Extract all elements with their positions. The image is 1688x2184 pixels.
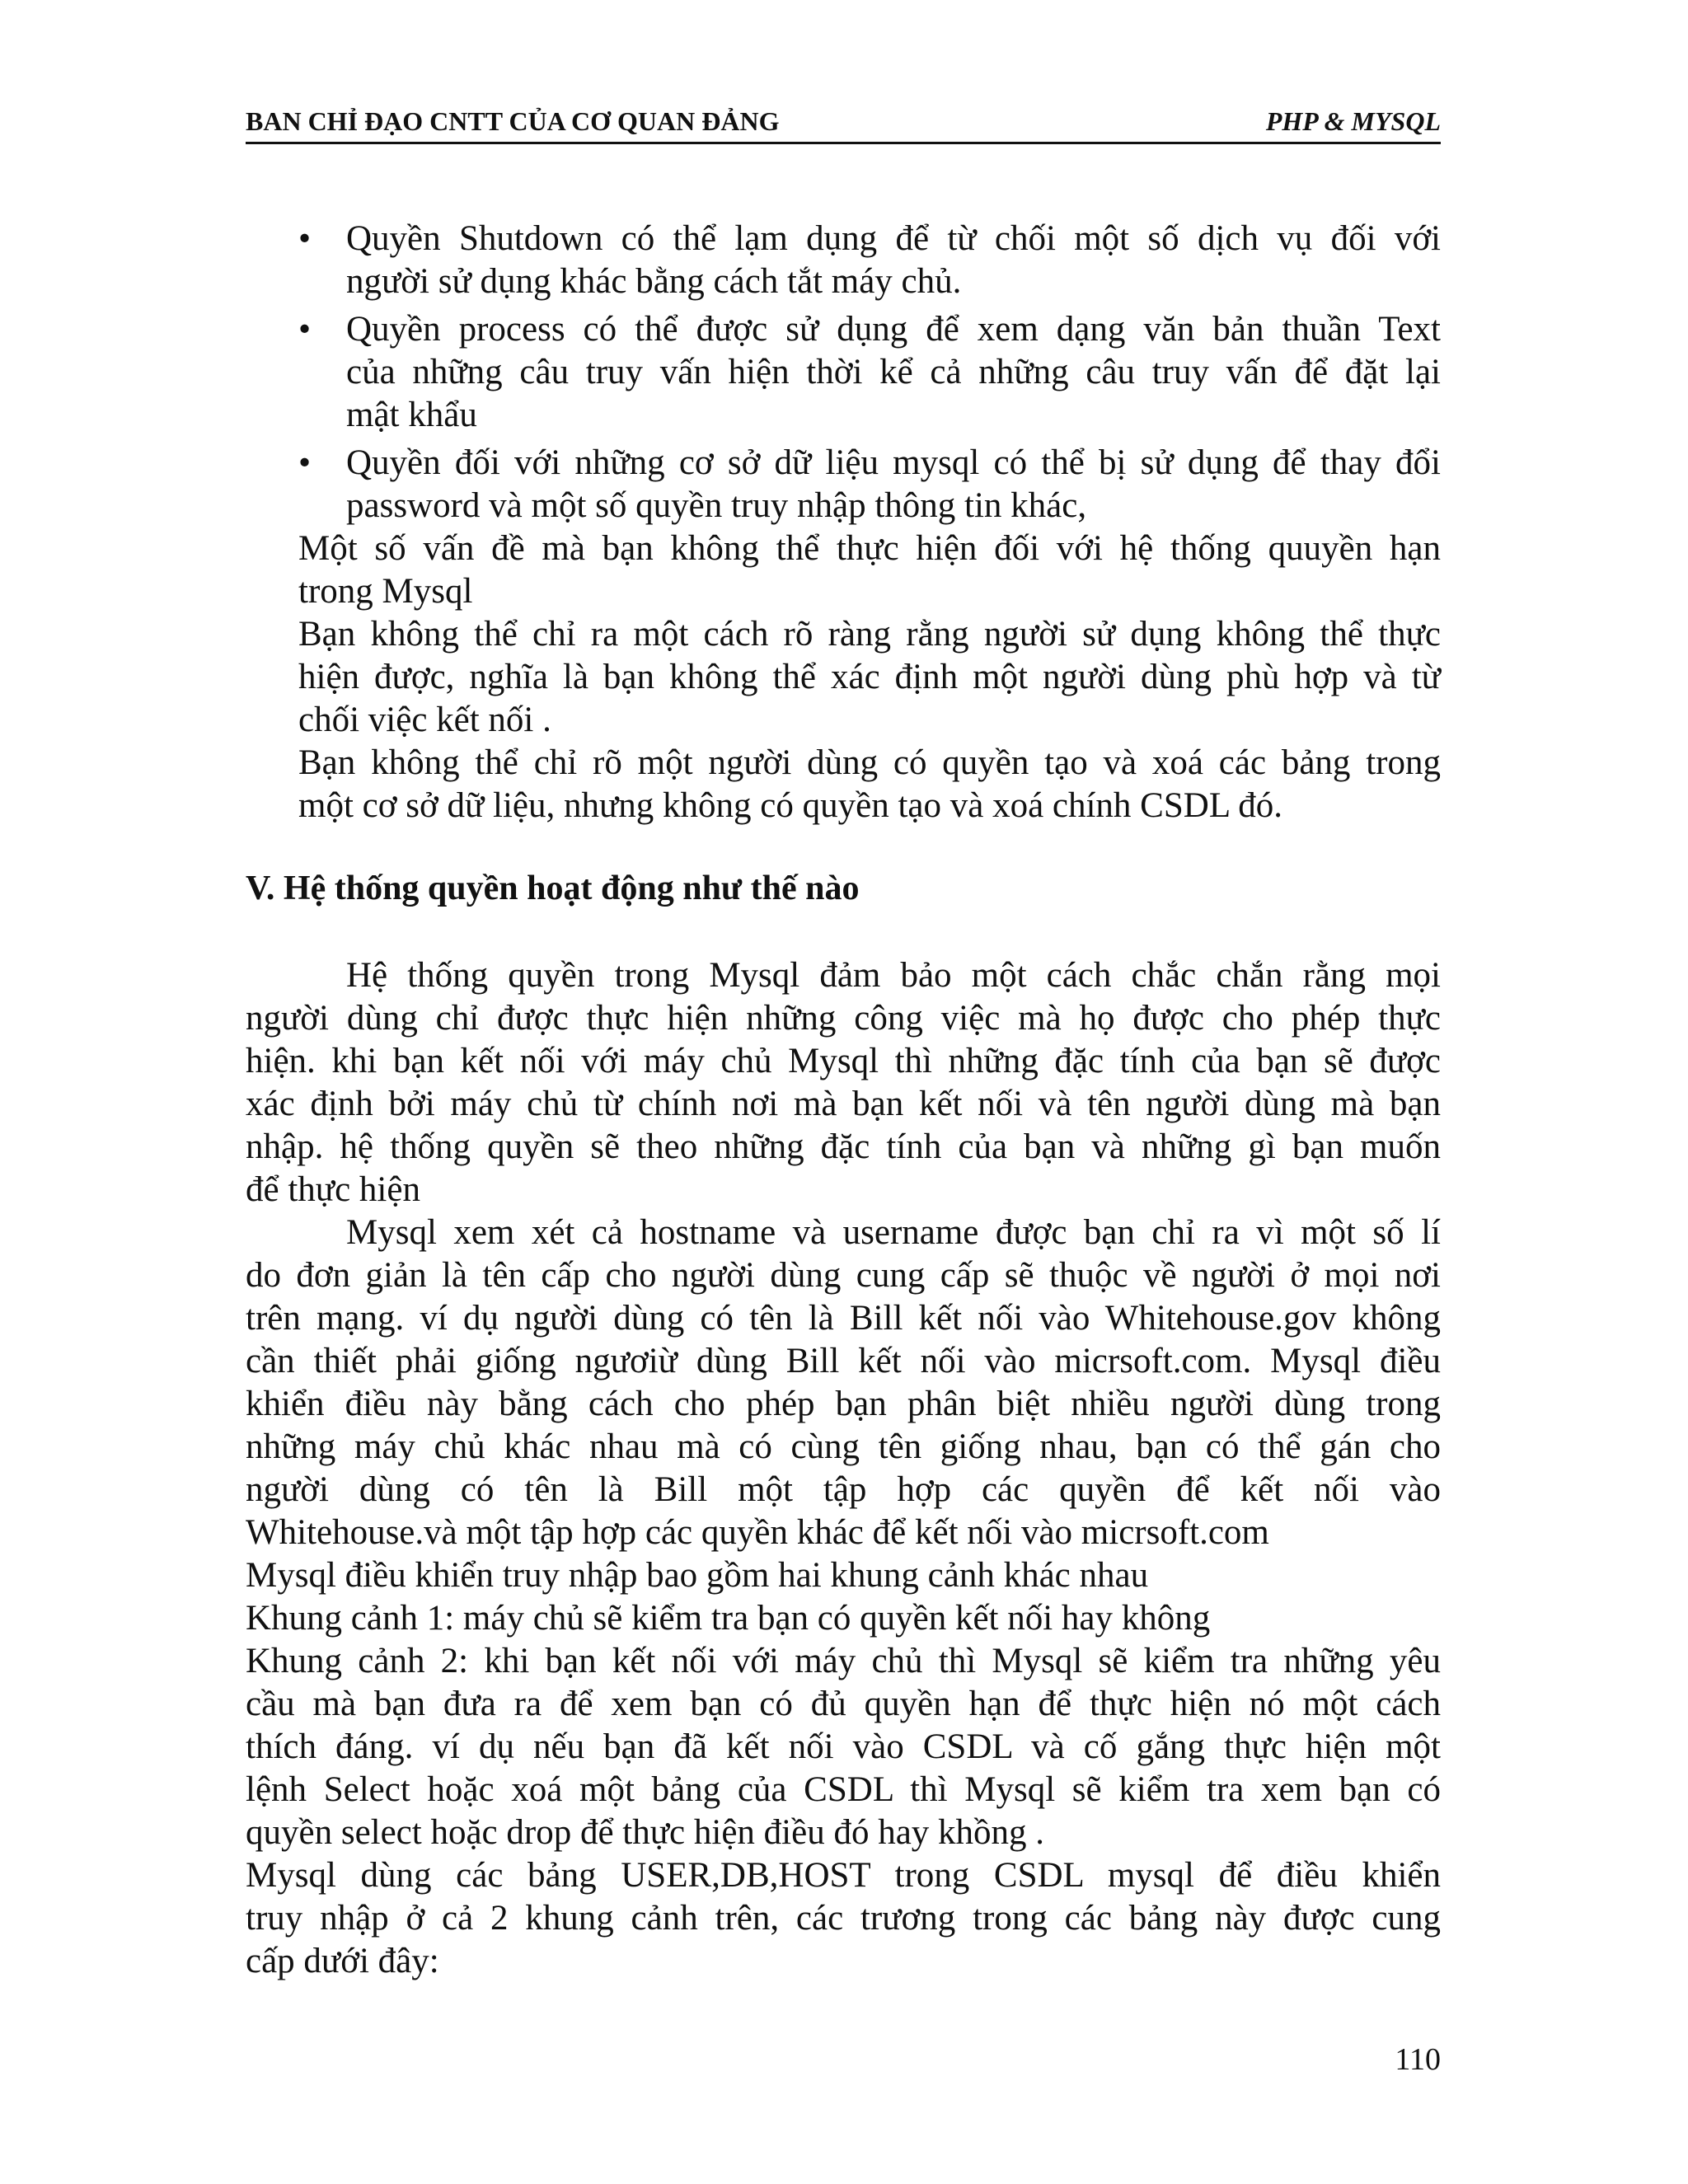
paragraph-line: Một số vấn đề mà bạn không thể thực hiện đối với hệ thống quuyền hạn (298, 529, 1441, 568)
paragraph-line: khiển điều này bằng cách cho phép bạn phân biệt nhiều người dùng trong (246, 1385, 1441, 1423)
paragraph-line: người dùng có tên là Bill một tập hợp các quyền để kết nối vào (246, 1470, 1441, 1509)
paragraph-line: cầu mà bạn đưa ra để xem bạn có đủ quyền hạn để thực hiện nó một cách (246, 1685, 1441, 1723)
paragraph-line: quyền select hoặc drop để thực hiện điều đó hay khồng . (246, 1813, 1045, 1852)
paragraph-line: Bạn không thể chỉ ra một cách rõ ràng rằng người sử dụng không thể thực (298, 615, 1441, 654)
paragraph-line: Mysql dùng các bảng USER,DB,HOST trong CSDL mysql để điều khiển (246, 1856, 1441, 1895)
header-organization: BAN CHỈ ĐẠO CNTT CỦA CƠ QUAN ĐẢNG (246, 106, 780, 136)
header-book-title: PHP & MYSQL (1265, 106, 1441, 136)
bullet-line: password và một số quyền truy nhập thông tin khác, (346, 486, 1087, 525)
paragraph-line: cấp dưới đây: (246, 1942, 439, 1980)
bullet-line: người sử dụng khác bằng cách tắt máy chủ. (346, 262, 962, 301)
page-header (246, 105, 1441, 144)
paragraph-line: Mysql xem xét cả hostname và username được bạn chỉ ra vì một số lí (346, 1213, 1441, 1252)
bullet-line: Quyền Shutdown có thể lạm dụng để từ chối một số dịch vụ đối với (346, 219, 1441, 258)
section-heading: V. Hệ thống quyền hoạt động như thế nào (246, 869, 860, 907)
paragraph-line: cần thiết phải giống ngươiừ dùng Bill kết nối vào micrsoft.com. Mysql điều (246, 1342, 1441, 1380)
paragraph-line: người dùng chỉ được thực hiện những công việc mà họ được cho phép thực (246, 999, 1441, 1038)
paragraph-line: lệnh Select hoặc xoá một bảng của CSDL thì Mysql sẽ kiểm tra xem bạn có (246, 1770, 1441, 1809)
paragraph-line: để thực hiện (246, 1170, 420, 1209)
paragraph-line: Khung cảnh 1: máy chủ sẽ kiểm tra bạn có quyền kết nối hay không (246, 1599, 1211, 1638)
paragraph-line: trên mạng. ví dụ người dùng có tên là Bill kết nối vào Whitehouse.gov không (246, 1299, 1441, 1338)
paragraph-line: một cơ sở dữ liệu, nhưng không có quyền tạo và xoá chính CSDL đó. (298, 786, 1283, 825)
bullet-line: Quyền process có thể được sử dụng để xem dạng văn bản thuần Text (346, 310, 1441, 349)
paragraph-line: do đơn giản là tên cấp cho người dùng cung cấp sẽ thuộc về người ở mọi nơi (246, 1256, 1441, 1295)
paragraph-line: Hệ thống quyền trong Mysql đảm bảo một cách chắc chắn rằng mọi (346, 956, 1441, 995)
paragraph-line: trong Mysql (298, 572, 473, 611)
paragraph-line: hiện được, nghĩa là bạn không thể xác định một người dùng phù hợp và từ (298, 658, 1441, 696)
paragraph-line: Mysql điều khiển truy nhập bao gồm hai khung cảnh khác nhau (246, 1556, 1149, 1595)
paragraph-line: xác định bởi máy chủ từ chính nơi mà bạn kết nối và tên người dùng mà bạn (246, 1085, 1441, 1123)
bullet-marker: • (298, 443, 312, 482)
paragraph-line: thích đáng. ví dụ nếu bạn đã kết nối vào CSDL và cố gắng thực hiện một (246, 1727, 1441, 1766)
paragraph-line: Bạn không thể chỉ rõ một người dùng có quyền tạo và xoá các bảng trong (298, 743, 1441, 782)
paragraph-line: truy nhập ở cả 2 khung cảnh trên, các trương trong các bảng này được cung (246, 1899, 1441, 1938)
paragraph-line: những máy chủ khác nhau mà có cùng tên giống nhau, bạn có thể gán cho (246, 1427, 1441, 1466)
bullet-line: của những câu truy vấn hiện thời kể cả những câu truy vấn để đặt lại (346, 353, 1441, 391)
bullet-line: Quyền đối với những cơ sở dữ liệu mysql có thể bị sử dụng để thay đổi (346, 443, 1441, 482)
paragraph-line: Khung cảnh 2: khi bạn kết nối với máy chủ thì Mysql sẽ kiểm tra những yêu (246, 1642, 1441, 1680)
bullet-line: mật khẩu (346, 396, 477, 434)
page-number: 110 (1395, 2042, 1441, 2077)
paragraph-line: chối việc kết nối . (298, 701, 551, 739)
bullet-marker: • (298, 219, 312, 258)
bullet-marker: • (298, 310, 312, 349)
paragraph-line: hiện. khi bạn kết nối với máy chủ Mysql thì những đặc tính của bạn sẽ được (246, 1042, 1441, 1080)
paragraph-line: Whitehouse.và một tập hợp các quyền khác để kết nối vào micrsoft.com (246, 1513, 1269, 1552)
paragraph-line: nhập. hệ thống quyền sẽ theo những đặc tính của bạn và những gì bạn muốn (246, 1127, 1441, 1166)
